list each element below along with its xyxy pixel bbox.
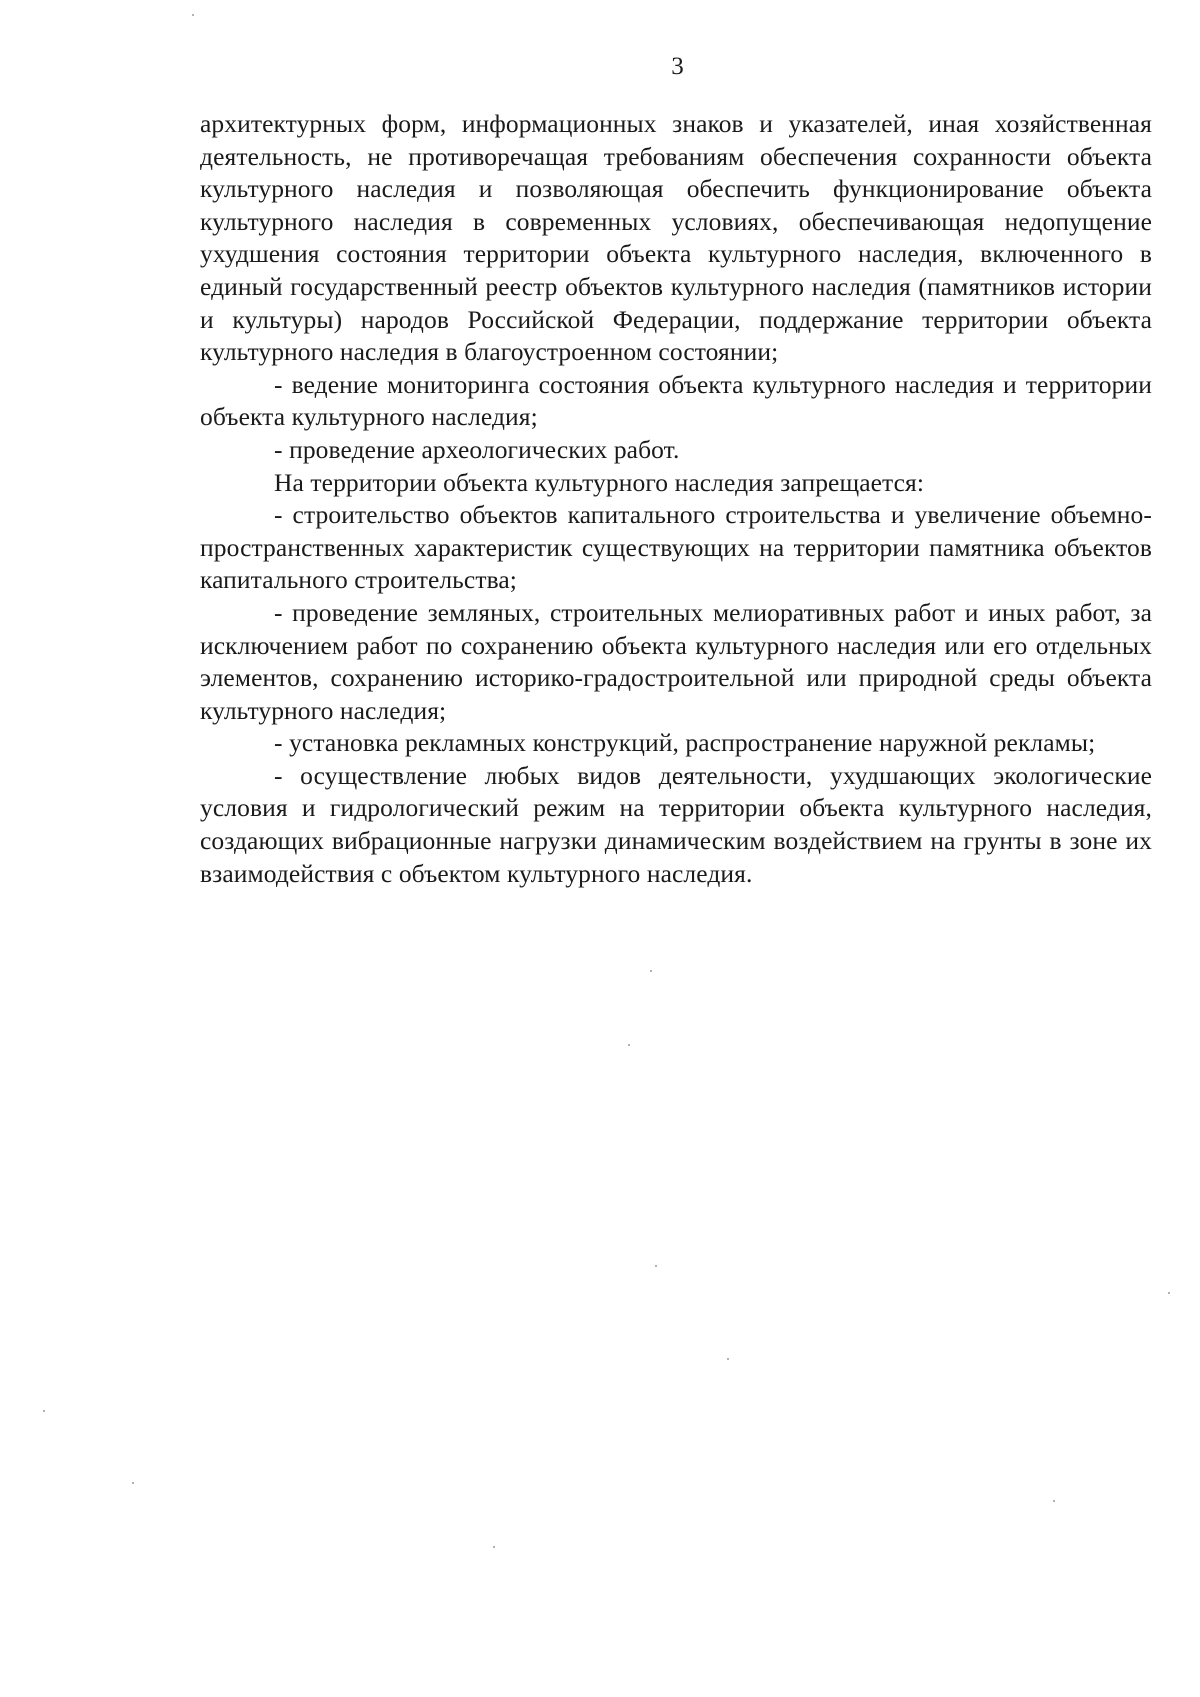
document-body (200, 108, 1152, 890)
prohibitions-heading: На территории объекта культурного наследия запрещается: (274, 467, 925, 497)
scan-speck (727, 1358, 729, 1360)
list-item-construction: - строительство объектов капитального строительства и увеличение объемно-пространственных характеристик существующих на территории памятника объектов капитального строительства; (200, 500, 1152, 595)
list-item-archaeology: - проведение археологических работ. (274, 434, 680, 464)
scan-speck (655, 1265, 657, 1267)
scan-speck (650, 970, 652, 972)
scan-speck (1053, 1500, 1055, 1502)
list-item-earthworks: - проведение земляных, строительных мелиоративных работ и иных работ, за исключением работ по сохранению объекта культурного наследия или его отдельных элементов, сохранению историко-градостроительной или природной среды объекта культурного наследия; (200, 597, 1152, 725)
scan-speck (192, 14, 194, 16)
page-number: 3 (671, 53, 684, 80)
scan-speck (43, 1410, 45, 1412)
scan-speck (493, 1546, 495, 1548)
scan-speck (132, 1482, 134, 1484)
scan-speck (628, 1044, 630, 1046)
list-item-harmful-activities: - осуществление любых видов деятельности, ухудшающих экологические условия и гидрологический режим на территории объекта культурного наследия, создающих вибрационные нагрузки динамическим воздействием на грунты в зоне их взаимодействия с объектом культурного наследия. (200, 760, 1152, 888)
scan-speck (1168, 1292, 1170, 1294)
paragraph-permitted-activities: архитектурных форм, информационных знаков и указателей, иная хозяйственная деятельность, не противоречащая требованиям обеспечения сохранности объекта культурного наследия и позволяющая обеспечить функционирование объекта культурного наследия в современных условиях, обеспечивающая недопущение ухудшения состояния территории объекта культурного наследия, включенного в единый государственный реестр объектов культурного наследия (памятников истории и культуры) народов Российской Федерации, поддержание территории объекта культурного наследия в благоустроенном состоянии; (200, 109, 1152, 367)
list-item-monitoring: - ведение мониторинга состояния объекта культурного наследия и территории объекта культурного наследия; (200, 369, 1152, 432)
list-item-advertising: - установка рекламных конструкций, распространение наружной рекламы; (274, 728, 1096, 758)
